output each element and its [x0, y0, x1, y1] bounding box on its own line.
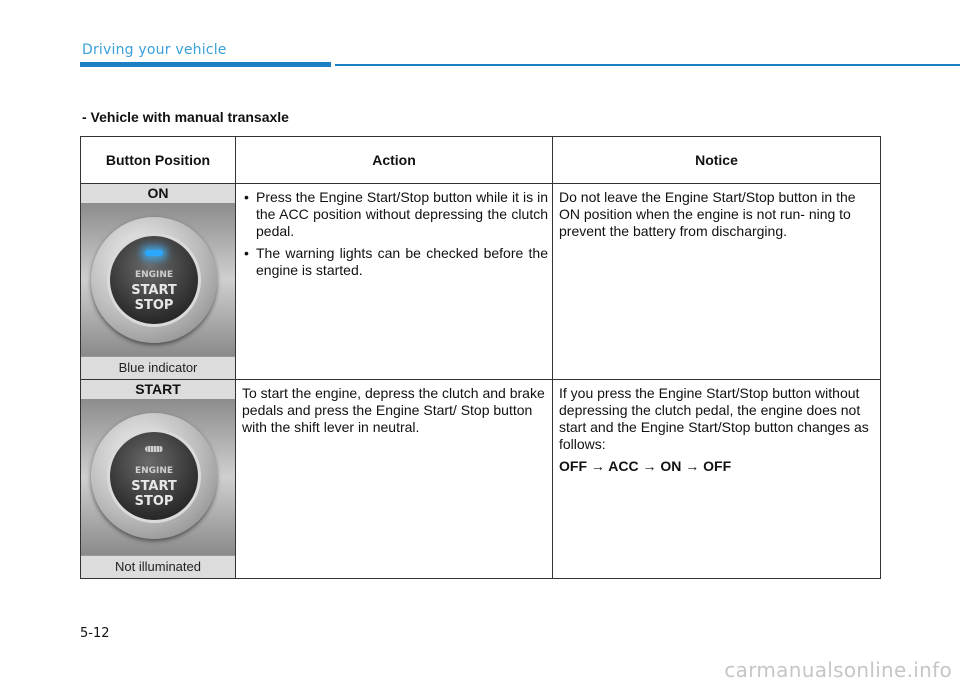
action-cell — [236, 380, 553, 579]
section-title: Driving your vehicle — [82, 42, 227, 58]
list-item — [242, 245, 548, 279]
button-text-engine: ENGINE — [134, 466, 174, 476]
action-cell — [236, 184, 553, 380]
button-position-table — [80, 136, 881, 579]
button-state-sequence: OFF → ACC → ON → OFF — [559, 458, 732, 474]
button-face — [107, 429, 201, 523]
button-text-stop: STOP — [134, 494, 174, 509]
indicator-light-off — [145, 446, 163, 452]
position-cell-start — [81, 380, 236, 579]
table-row — [81, 184, 881, 380]
position-label: ON — [81, 184, 235, 203]
notice-text: Do not leave the Engine Start/Stop button in the ON position when the engine is not run- ning to prevent the battery from discharging. — [559, 189, 856, 239]
list-item-text: Press the Engine Start/Stop button while it is in the ACC position without depressing the clutch pedal. — [256, 189, 548, 239]
notice-cell — [553, 184, 881, 380]
button-printed-text — [110, 464, 198, 509]
watermark: carmanualsonline.info — [724, 658, 952, 682]
header-rule-accent — [80, 62, 331, 67]
list-item — [242, 189, 548, 240]
header-action: Action — [236, 137, 553, 184]
button-printed-text — [110, 268, 198, 313]
bullet-icon: • — [244, 245, 249, 261]
header-rule — [335, 64, 960, 66]
page-number: 5-12 — [80, 626, 110, 641]
table-header-row — [81, 137, 881, 184]
button-text-start: START — [131, 479, 177, 494]
blue-indicator-light — [145, 250, 163, 256]
button-face — [107, 233, 201, 327]
list-item-text: The warning lights can be checked before the engine is started. — [256, 245, 548, 278]
image-caption: Blue indicator — [81, 356, 235, 379]
action-text: To start the engine, depress the clutch and brake pedals and press the Engine Start/ Stop button with the shift lever in neutral. — [242, 385, 545, 435]
engine-start-button-image-on — [81, 203, 235, 356]
button-bezel — [91, 413, 217, 539]
image-caption: Not illuminated — [81, 555, 235, 578]
table-row — [81, 380, 881, 579]
button-text-start: START — [131, 283, 177, 298]
button-text-engine: ENGINE — [134, 270, 174, 280]
bullet-icon: • — [244, 189, 249, 205]
notice-cell — [553, 380, 881, 579]
action-list — [242, 189, 548, 279]
button-text-stop: STOP — [134, 298, 174, 313]
engine-start-button-image-start — [81, 399, 235, 555]
header-button-position: Button Position — [81, 137, 236, 184]
subtitle: - Vehicle with manual transaxle — [82, 109, 289, 125]
position-cell-on — [81, 184, 236, 380]
position-label: START — [81, 380, 235, 399]
notice-text: If you press the Engine Start/Stop button without depressing the clutch pedal, the engine does not start and the Engine Start/Stop button changes as follows: — [559, 385, 869, 452]
button-bezel — [91, 217, 217, 343]
header-notice: Notice — [553, 137, 881, 184]
